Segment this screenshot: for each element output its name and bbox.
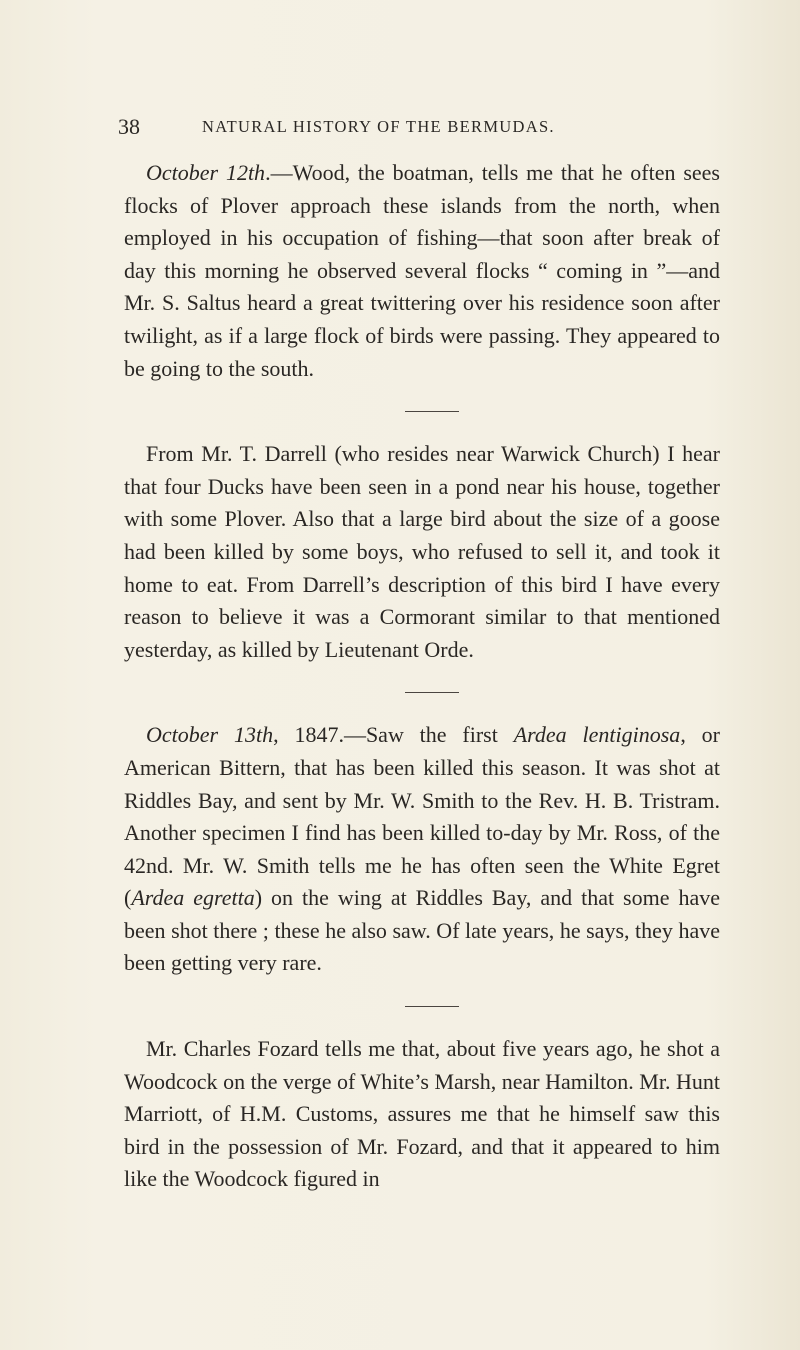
paragraph-text: Mr. Charles Fozard tells me that, about five years ago, he shot a Woodcock on the verge of White’s Marsh, near Hamilton. Mr. Hunt Marriott, of H.M. Customs, assures me that he himself saw this bird in the possession of Mr. Fozard, and that it appeared to him like the Woodcock figured in — [124, 1036, 720, 1192]
species-name: Ardea egretta — [131, 885, 255, 911]
section-divider — [405, 1006, 459, 1007]
section-divider — [405, 411, 459, 412]
paragraph-october-12 — [124, 157, 720, 385]
paragraph-text: From Mr. T. Darrell (who resides near Warwick Church) I hear that four Ducks have been seen in a pond near his house, together with some Plover. Also that a large bird about the size of a goose had been killed by some boys, who refused to sell it, and took it home to eat. From Darrell’s description of this bird I have every reason to believe it was a Cormorant similar to that mentioned yesterday, as killed by Lieutenant Orde. — [124, 441, 720, 662]
paragraph-text: .—Wood, the boatman, tells me that he often sees flocks of Plover approach these islands from the north, when employed in his occupation of fishing—that soon after break of day this morning he observed several flocks “ coming in ”—and Mr. S. Saltus heard a great twittering over his residence soon after twilight, as if a large flock of birds were passing. They appeared to be going to the south. — [124, 160, 720, 381]
paragraph-text: , or American Bittern, that has been killed this season. It was shot at Riddles Bay, and sent by Mr. W. Smith to the Rev. H. B. Tristram. Another specimen I find has been killed to-day by Mr. Ross, of the 42nd. Mr. W. Smith tells me he has often seen the White Egret ( — [124, 722, 720, 911]
section-divider — [405, 692, 459, 693]
date-day: 12th — [225, 160, 266, 185]
species-name: Ardea lentiginosa — [513, 722, 681, 748]
date-day: 13th — [233, 722, 274, 748]
paragraph-darrell — [124, 438, 720, 666]
paragraph-fozard — [124, 1033, 720, 1196]
running-head: NATURAL HISTORY OF THE BERMUDAS. — [202, 117, 555, 136]
page-header — [118, 112, 720, 142]
date-label: October — [146, 160, 219, 185]
paragraph-text: , 1847.—Saw the first — [273, 722, 514, 748]
page-number: 38 — [118, 114, 140, 139]
paragraph-text: ) on the wing at Riddles Bay, and that some have been shot there ; these he also saw. Of late years, he says, they have been getting very rare. — [124, 885, 720, 976]
paragraph-october-13 — [124, 719, 720, 980]
body-text — [124, 157, 720, 1196]
date-label: October — [146, 722, 219, 748]
